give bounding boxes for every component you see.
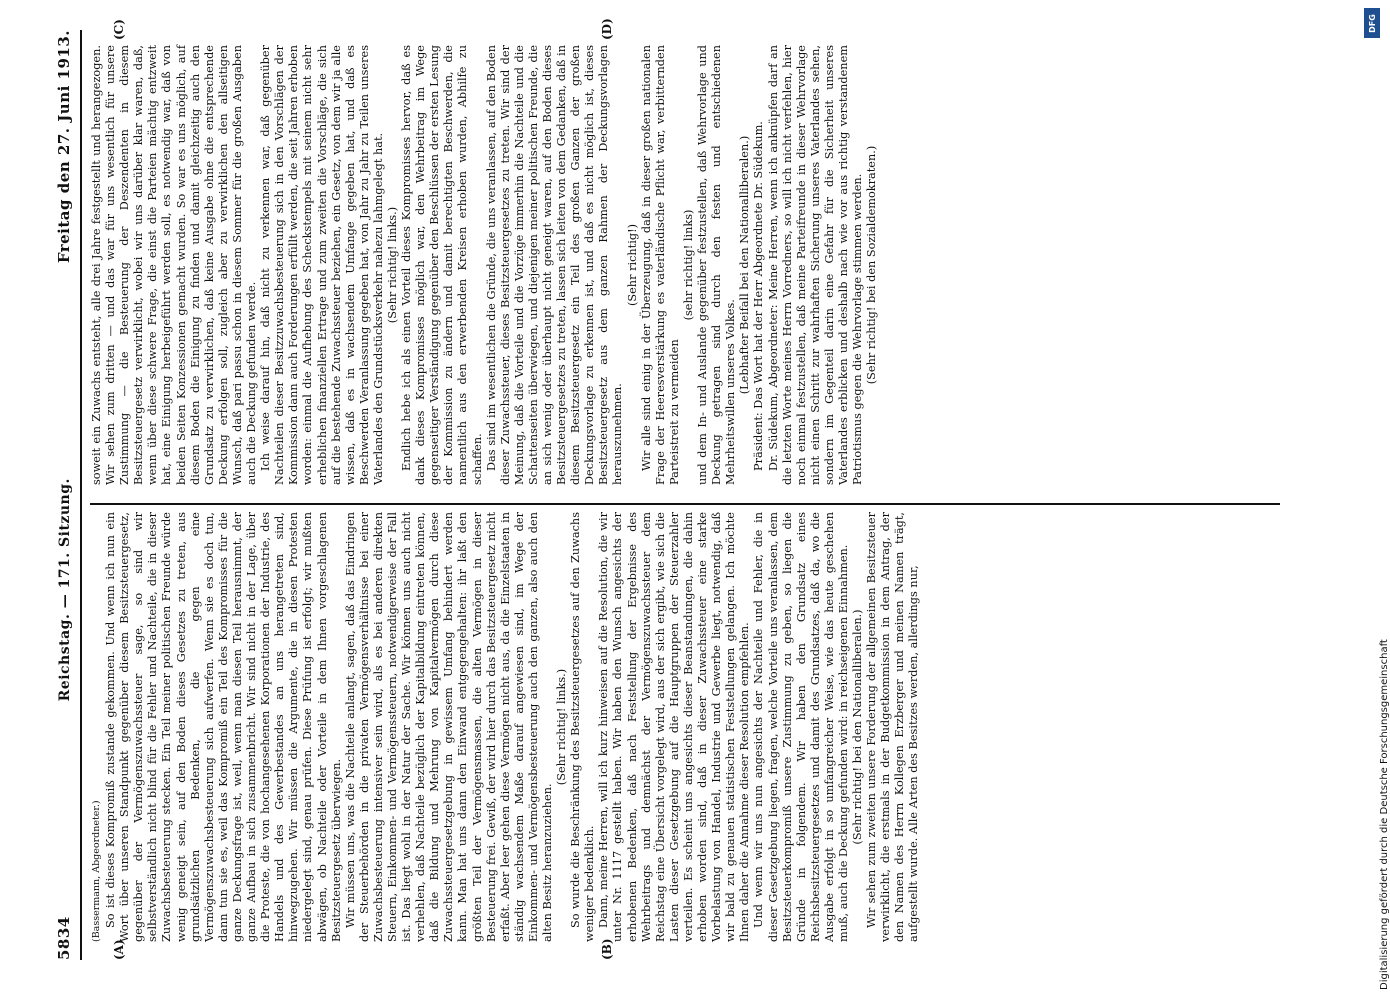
left-column-paragraph: Und wenn wir uns nun angesichts der Nachteile und Fehler, die in dieser Gesetzgebung liegen, fragen, welche Vorteile uns veranlassen, dem Besitzsteuerkompromiß unsere Zustimmung zu geben, so liegen die Gründe in folgendem. Wir haben den Grundsatz eines Reichsbesitzsteuergesetzes und damit des Grundsatzes, daß da, wo die Ausgabe erfolgt in so umfangreicher Weise, wie das heute geschehen muß, auch die Deckung gefunden wird: in reichseigenen Einnahmen. — [752, 512, 850, 942]
left-column-paragraph: Dann, meine Herren, will ich kurz hinweisen auf die Resolution, die wir unter Nr. 1117 gestellt haben. Wir haben den Wunsch angesichts der erhobenen Bedenken, daß nach Feststellung der Ergebnisse des Wehrbeitrags und demnächst der Vermögenszuwachssteuer dem Reichstag eine Übersicht vorgelegt wird, aus der sich ergibt, wie sich die Lasten dieser Gesetzgebung auf die Hauptgruppen der Steuerzahler verteilen. Es scheint uns angesichts dieser Beanstandungen, die dahin erhoben worden sind, daß in dieser Zuwachssteuer eine starke Vorbelastung von Handel, Industrie und Gewerbe liegt, notwendig, daß wir bald zu genauen statistischen Feststellungen gelangen. Ich möchte Ihnen daher die Annahme dieser Resolution empfehlen. — [597, 512, 752, 942]
page-number: 5834 — [55, 916, 73, 960]
right-column-paragraph: (sehr richtig! links) — [681, 209, 695, 321]
session-title: Reichstag. — 171. Sitzung. — [57, 478, 73, 702]
session-date: Freitag den 27. Juni 1913. — [55, 30, 73, 264]
running-header — [55, 30, 77, 960]
right-column-paragraph: Ich weise darauf hin, daß nicht zu verkennen war, daß gegenüber Nachteilen dieser Besitzzuwachsbesteuerung sich in den Vorschlägen der Kommission dann auch Forderungen erfüllt werden, die seit Jahren erhoben worden: einmal die Aufhebung des Scheckstempels mit seinem nicht sehr erheblichen finanziellen Ertrage und zum zweiten die Vorschläge, die sich auf die bestehende Zuwachssteuer beziehen, ein Gesetz, von dem wir ja alle wissen, daß es in wachsendem Umfange gegeben hat, und daß es Beschwerden Veranlassung gegeben hat, von Jahr zu Jahr zu Teilen unseres Vaterlandes den Grundstücksverkehr nahezu lahmgelegt hat. — [259, 45, 385, 485]
digitization-credit-text: Digitalisierung gefördert durch die Deutsche Forschungsgemeinschaft — [1379, 639, 1390, 990]
left-column-paragraph: So ist dieses Kompromiß zustande gekommen. Und wenn ich nun ein Wort über unseren Standpunkt gegenüber diesem Besitzsteuergesetz, gegenüber der Vermögenszuwachssteuer sage, so sind wir selbstverständlich nicht blind für die Fehler und Nachteile, die in dieser Zuwachsbesteuerung stecken. Ein Teil meiner politischen Freunde würde wenig geneigt sein, auf den Boden dieses Gesetzes zu treten, aus grundsätzlichen Bedenken, die gegen eine Vermögenszuwachsbesteuerung sich aufwerfen. Wenn sie es doch tun, dann tun sie es, weil das Kompromiß ein Teil des Kompromisses für die ganze Deckungsfrage ist, weil, wenn man diesen Teil herausnimmt, der ganze Aufbau in sich zusammenbricht. Wir sind nicht in der Lage, über die Proteste, die von hochangesehenen Korporationen der Industrie, des Handels und des Gewerbestandes an uns herangetreten sind, hinwegzugehen. Wir müssen die Argumente, die in diesen Protesten niedergelegt sind, genau prüfen. Diese Prüfung ist erfolgt; wir mußten abwägen, ob Nachteile oder Vorteile in dem Ihnen vorgeschlagenen Besitzsteuergesetz überwiegen. — [104, 512, 343, 942]
right-column-paragraph: soweit ein Zuwachs entsteht, alle drei Jahre festgestellt und herangezogen. Wir sehen zum dritten — und das war für uns wesentlich für unsere Zustimmung — die Besteuerung der Deszendenten in diesem Besitzsteuergesetz verwirklicht, wobei wir uns darüber klar waren, daß, wenn über diese schwere Frage, die einst die Parteien mächtig entzweit hat, eine Einigung herbeigeführt werden soll, es notwendig war, daß von beiden Seiten Konzessionen gemacht wurden. So war es uns möglich, auf diesem Boden die Einigung zu finden und damit gleichzeitig auch den Grundsatz zu verwirklichen, daß keine Ausgabe ohne die entsprechende Deckung erfolgen soll, zugleich aber zu verwirklichen den allseitigen Wunsch, daß pari passu schon in diesem Sommer für die großen Ausgaben auch die Deckung gefunden werde. — [90, 45, 259, 485]
dfg-logo: DFG — [1364, 8, 1380, 38]
right-column-paragraph: und dem In- und Auslande gegenüber festzustellen, daß Wehrvorlage und Deckung getragen sind durch den festen und entschiedenen Mehrheitswillen unseres Volkes. — [696, 45, 738, 485]
left-column-paragraph: (Bassermann, Abgeordneter.) — [91, 800, 102, 942]
right-column-paragraph: Dr. Südekum, Abgeordneter: Meine Herren, wenn ich anknüpfen darf an die letzten Worte meines Herrn Vorredners, so will ich nicht verfehlen, hier noch einmal festzustellen, daß meine Parteifreunde in dieser Wehrvorlage nicht einen Schritt zur wahrhaften Sicherung unseres Vaterlandes sehen, sondern im Gegenteil darin eine Gefahr für die Sicherheit unseres Vaterlandes erblicken und deshalb nach wie vor aus richtig verstandenem Patriotismus gegen die Wehrvorlage stimmen werden. — [766, 45, 865, 485]
digitization-credit — [1361, 10, 1390, 990]
left-column-paragraph: Wir sehen zum zweiten unsere Forderung der allgemeinen Besitzsteuer verwirklicht, die erstmals in der Budgetkommission in dem Antrag, der den Namen des Herrn Kollegen Erzberger und meinen Namen trägt, aufgestellt wurde. Alle Arten des Besitzes werden, allerdings nur, — [865, 512, 921, 942]
left-column-paragraph: (Sehr richtig! bei den Nationalliberalen.) — [851, 609, 865, 845]
right-column-paragraph: (Lebhafter Beifall bei den Nationalliberalen.) — [738, 135, 752, 395]
right-column-paragraph: (Sehr richtig! links.) — [385, 206, 399, 324]
right-column-paragraph: Präsident: Das Wort hat der Herr Abgeordnete Dr. Südekum. — [752, 121, 766, 471]
left-column-paragraph: (Sehr richtig! links.) — [555, 668, 569, 786]
header-rule — [80, 30, 82, 960]
left-column-paragraph: So wurde die Beschränkung des Besitzsteuergesetzes auf den Zuwachs weniger bedenklich. — [569, 512, 597, 942]
left-column-paragraph: Wir müssen uns, was die Nachteile anlangt, sagen, daß das Eindringen der Steuerbehörden in die privaten Vermögensverhältnisse bei einer Zuwachsbesteuerung intensiver sein wird, als es bei anderen direkten Steuern, Einkommen- und Vermögenssteuern, notwendigerweise der Fall ist. Das liegt wohl in der Natur der Sache. Wir können uns auch nicht verhehlen, daß Nachteile bezüglich der Kapitalbildung eintreten können, daß die Bildung und Mehrung von Kapitalvermögen durch diese Zuwachssteuergesetzgebung in gewissem Umfang behindert werden kann. Man hat uns dann den Einwand entgegengehalten: ihr laßt den größten Teil der Vermögensmassen, die alten Vermögen in dieser Besteuerung frei. Gewiß, der wird hier durch das Besitzsteuergesetz nicht erfaßt. Aber leer gehen diese Vermögen nicht aus, da die Einzelstaaten in ständig wachsendem Maße darauf angewiesen sind, im Wege der Einkommen- und Vermögensbesteuerung auch den ganzen, also auch den alten Besitz heranzuziehen. — [343, 512, 554, 942]
margin-marker-b: (B) — [600, 938, 614, 960]
left-text-column — [90, 512, 1282, 942]
right-column-paragraph: Das sind im wesentlichen die Gründe, die uns veranlassen, auf den Boden dieser Zuwachssteuer, dieses Besitzsteuergesetzes zu treten. Wir sind der Meinung, daß die Vorteile und die Vorzüge immerhin die Nachteile und die Schattenseiten überwiegen, und diejenigen meiner politischen Freunde, die an sich wenig oder überhaupt nicht geneigt waren, auf den Boden dieses Besitzsteuergesetzes zu treten, lassen sich leiten von dem Gedanken, daß in diesem Besitzsteuergesetz ein Teil des großen Ganzen der großen Deckungsvorlage zu erkennen ist, und daß es nicht möglich ist, dieses Besitzsteuergesetz aus dem ganzen Rahmen der Deckungsvorlagen herauszunehmen. — [484, 45, 625, 485]
margin-marker-c: (C) — [112, 19, 126, 40]
right-column-paragraph: Endlich hebe ich als einen Vorteil dieses Kompromisses hervor, daß es dank dieses Kompromisses möglich war, den Wehrbeitrag im Wege gegenseitiger Verständigung gegenüber den Beschlüssen der ersten Lesung der Kommission zu ändern und damit berechtigten Beschwerden, die namentlich aus den erwerbenden Kreisen erhoben wurden, Abhilfe zu schaffen. — [400, 45, 484, 485]
margin-marker-a: (A) — [112, 939, 126, 960]
right-text-column — [90, 45, 1282, 485]
right-column-paragraph: (Sehr richtig!) — [625, 223, 639, 307]
right-column-paragraph: Wir alle sind einig in der Überzeugung, daß in dieser großen nationalen Frage der Heeresverstärkung es vaterländische Pflicht war, verbitternden Parteistreit zu vermeiden — [639, 45, 681, 485]
right-column-paragraph: (Sehr richtig! bei den Sozialdemokraten.) — [865, 145, 879, 385]
column-divider — [90, 503, 1280, 505]
margin-marker-d: (D) — [600, 18, 614, 40]
